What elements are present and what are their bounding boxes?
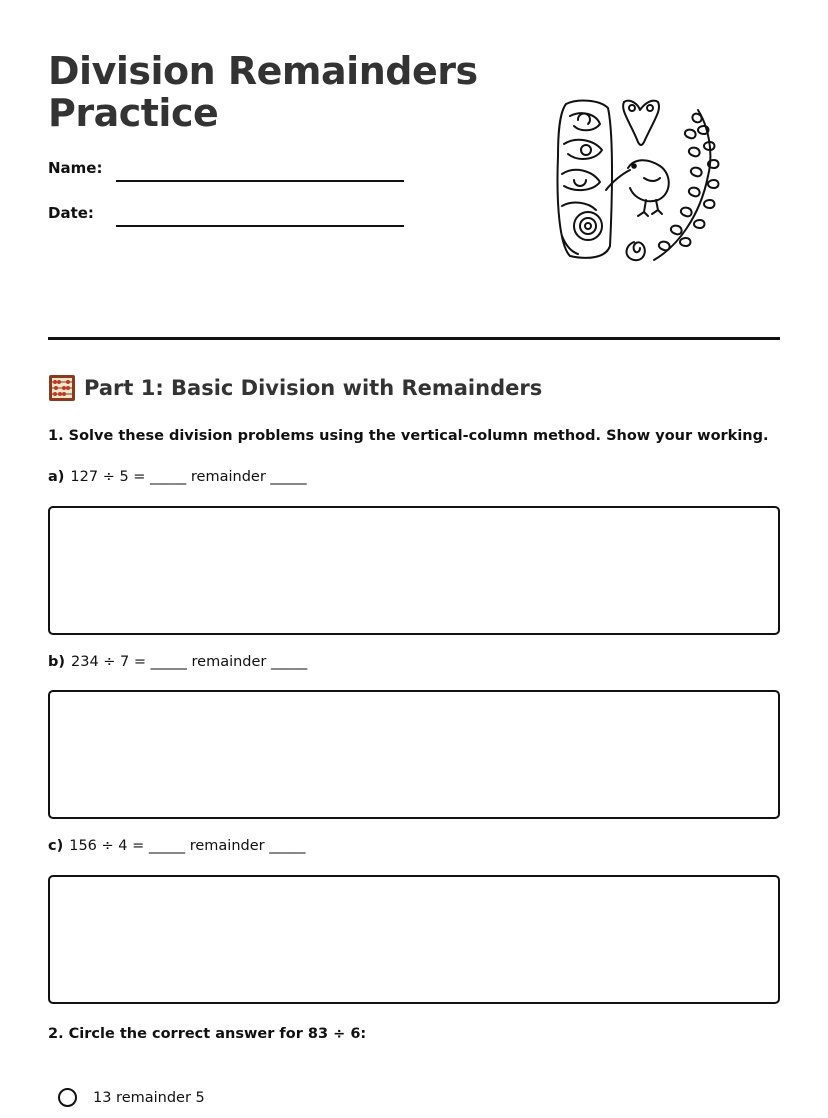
question-1-text: 1. Solve these division problems using the vertical-column method. Show your working. <box>48 428 769 444</box>
date-label: Date: <box>48 204 94 222</box>
name-label: Name: <box>48 159 103 177</box>
working-box-a[interactable] <box>48 506 780 635</box>
radio-circle-icon[interactable] <box>58 1088 77 1107</box>
title-line-2: Practice <box>48 91 219 135</box>
title-line-1: Division Remainders <box>48 49 478 93</box>
working-box-c[interactable] <box>48 875 780 1004</box>
question-1c <box>48 838 305 854</box>
part-1-heading <box>48 374 542 402</box>
item-text: 156 ÷ 4 = _____ remainder _____ <box>69 838 306 854</box>
question-1a <box>48 469 307 485</box>
answer-option[interactable] <box>58 1088 205 1107</box>
name-line[interactable] <box>116 180 404 182</box>
working-box-b[interactable] <box>48 690 780 819</box>
question-2-text: 2. Circle the correct answer for 83 ÷ 6: <box>48 1026 367 1042</box>
page-title <box>48 50 478 134</box>
abacus-icon <box>48 374 76 402</box>
item-text: 234 ÷ 7 = _____ remainder _____ <box>71 654 308 670</box>
item-text: 127 ÷ 5 = _____ remainder _____ <box>70 469 307 485</box>
item-letter: c) <box>48 838 64 854</box>
part-1-title: Part 1: Basic Division with Remainders <box>84 376 543 400</box>
answer-option-label: 13 remainder 5 <box>93 1089 205 1106</box>
question-1b <box>48 654 307 670</box>
maori-carving-illustration-icon <box>548 96 732 268</box>
section-divider <box>48 337 780 340</box>
item-letter: b) <box>48 654 66 670</box>
item-letter: a) <box>48 469 65 485</box>
date-line[interactable] <box>116 225 404 227</box>
